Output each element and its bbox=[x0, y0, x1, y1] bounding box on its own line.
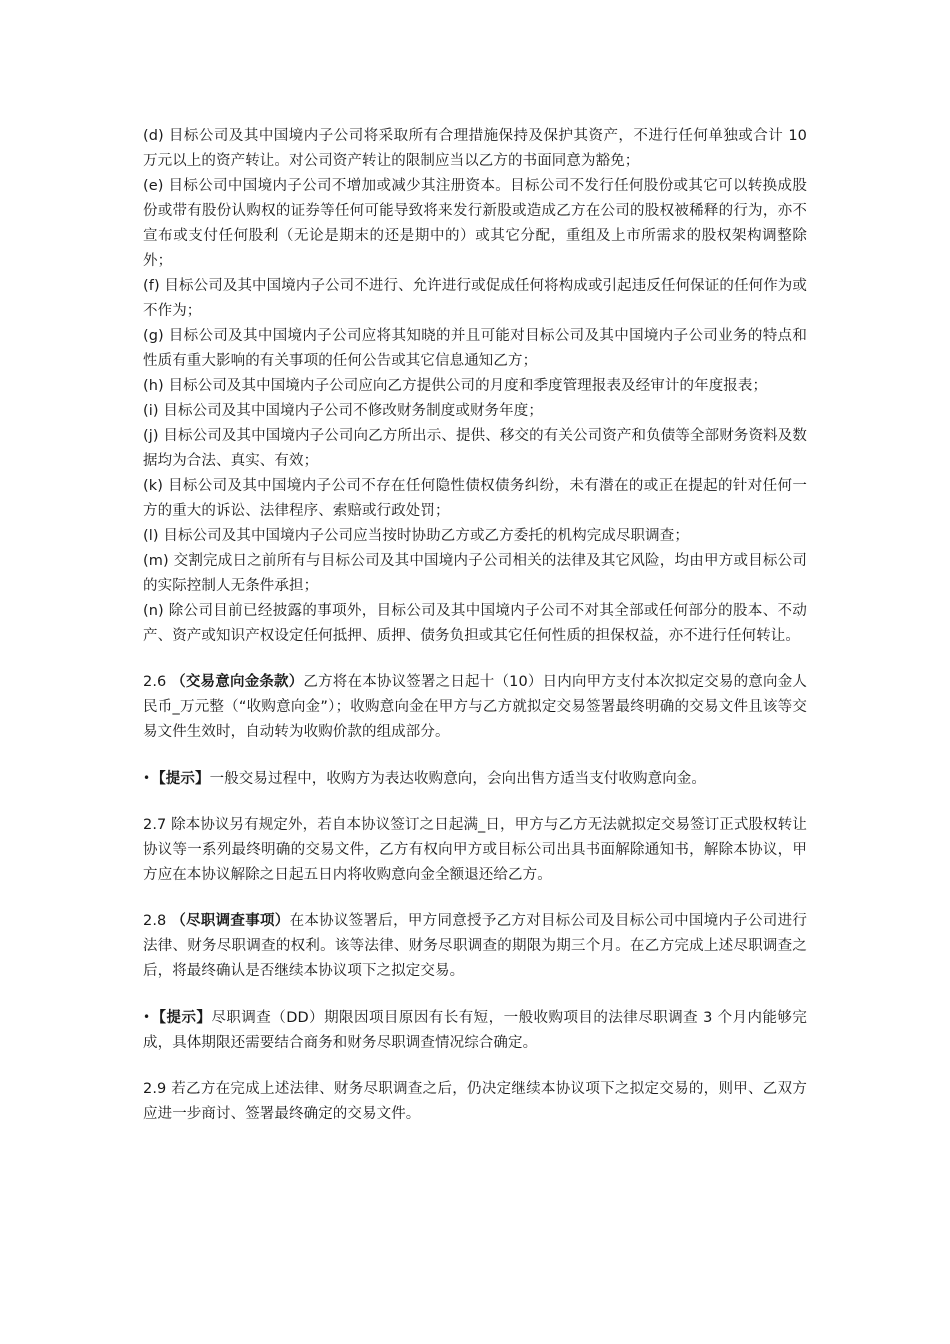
tip-2-text: 尽职调查（DD）期限因项目原因有长有短，一般收购项目的法律尽职调查 3 个月内能够完成，具体期限还需要结合商务和财务尽职调查情况综合确定。 bbox=[143, 1010, 807, 1051]
bullet-icon: • bbox=[143, 771, 151, 785]
list-item-k: (k) 目标公司及其中国境内子公司不存在任何隐性债权债务纠纷，未有潜在的或正在提起的针对任何一方的重大的诉讼、法律程序、索赔或行政处罚； bbox=[143, 478, 807, 519]
tip-2-label: 【提示】 bbox=[151, 1010, 212, 1026]
list-item-i: (i) 目标公司及其中国境内子公司不修改财务制度或财务年度； bbox=[143, 403, 543, 419]
list-item-h: (h) 目标公司及其中国境内子公司应向乙方提供公司的月度和季度管理报表及经审计的年度报表； bbox=[143, 378, 768, 394]
list-item-f: (f) 目标公司及其中国境内子公司不进行、允许进行或促成任何将构成或引起违反任何保证的任何作为或不作为； bbox=[143, 278, 807, 319]
list-item-n: (n) 除公司目前已经披露的事项外，目标公司及其中国境内子公司不对其全部或任何部分的股本、不动产、资产或知识产权设定任何抵押、质押、债务负担或其它任何性质的担保权益，亦不进行任何转让。 bbox=[143, 603, 807, 644]
list-item-m: (m) 交割完成日之前所有与目标公司及其中国境内子公司相关的法律及其它风险，均由甲方或目标公司的实际控制人无条件承担； bbox=[143, 553, 807, 594]
clause-2-6-heading: （交易意向金条款） bbox=[171, 674, 304, 690]
list-item-j: (j) 目标公司及其中国境内子公司向乙方所出示、提供、移交的有关公司资产和负债等全部财务资料及数据均为合法、真实、有效； bbox=[143, 428, 807, 469]
clause-2-6-number: 2.6 bbox=[143, 674, 172, 690]
list-item-e: (e) 目标公司中国境内子公司不增加或减少其注册资本。目标公司不发行任何股份或其它可以转换成股份或带有股份认购权的证券等任何可能导致将来发行新股或造成乙方在公司的股权被稀释的行为，亦不宣布或支付任何股利（无论是期末的还是期中的）或其它分配，重组及上市所需求的股权架构调整除外； bbox=[143, 178, 807, 269]
tip-1-label: 【提示】 bbox=[151, 771, 210, 787]
list-item-g: (g) 目标公司及其中国境内子公司应将其知晓的并且可能对目标公司及其中国境内子公司业务的特点和性质有重大影响的有关事项的任何公告或其它信息通知乙方； bbox=[143, 328, 807, 369]
list-item-d: (d) 目标公司及其中国境内子公司将采取所有合理措施保持及保护其资产，不进行任何单独或合计 10 万元以上的资产转让。对公司资产转让的限制应当以乙方的书面同意为豁免； bbox=[143, 128, 807, 169]
tip-1 bbox=[143, 766, 807, 792]
clause-2-8-text: 在本协议签署后，甲方同意授予乙方对目标公司及目标公司中国境内子公司进行法律、财务尽职调查的权利。该等法律、财务尽职调查的期限为期三个月。在乙方完成上述尽职调查之后，将最终确认是否继续本协议项下之拟定交易。 bbox=[143, 913, 807, 979]
clause-2-6-text: 乙方将在本协议签署之日起十（10）日内向甲方支付本次拟定交易的意向金人民币_万元整（“收购意向金”）；收购意向金在甲方与乙方就拟定交易签署最终明确的交易文件且该等交易文件生效时，自动转为收购价款的组成部分。 bbox=[143, 674, 807, 740]
clause-2-9: 2.9 若乙方在完成上述法律、财务尽职调查之后，仍决定继续本协议项下之拟定交易的，则甲、乙双方应进一步商讨、签署最终确定的交易文件。 bbox=[143, 1081, 807, 1122]
clause-2-8-number: 2.8 bbox=[143, 913, 172, 929]
clause-2-6 bbox=[143, 670, 807, 745]
clause-2-8-heading: （尽职调查事项） bbox=[171, 913, 290, 929]
tip-2 bbox=[143, 1005, 807, 1056]
tip-1-text: 一般交易过程中，收购方为表达收购意向，会向出售方适当支付收购意向金。 bbox=[209, 771, 706, 787]
clause-2-8 bbox=[143, 909, 807, 984]
clause-2-7: 2.7 除本协议另有规定外，若自本协议签订之日起满_日，甲方与乙方无法就拟定交易签订正式股权转让协议等一系列最终明确的交易文件，乙方有权向甲方或目标公司出具书面解除通知书，解除本协议，甲方应在本协议解除之日起五日内将收购意向金全额退还给乙方。 bbox=[143, 817, 807, 883]
bullet-icon: • bbox=[143, 1010, 151, 1024]
list-item-l: (l) 目标公司及其中国境内子公司应当按时协助乙方或乙方委托的机构完成尽职调查； bbox=[143, 528, 689, 544]
